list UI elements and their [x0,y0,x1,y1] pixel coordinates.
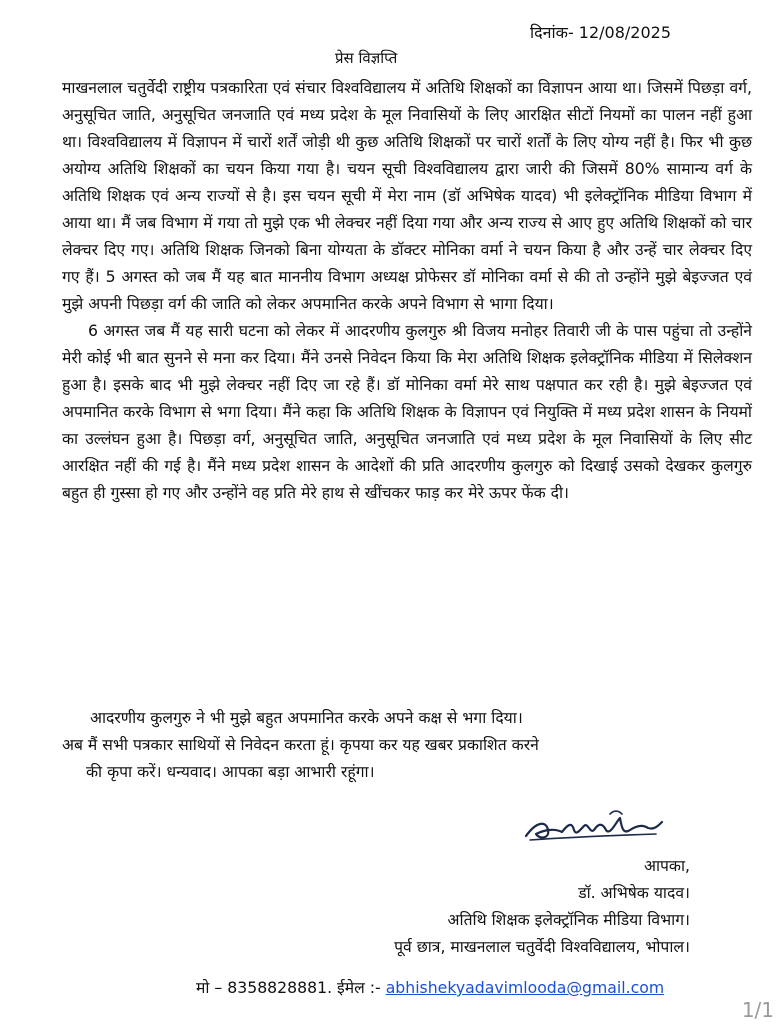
document-body [62,74,752,506]
closing-text [62,704,752,785]
press-release-heading: प्रेस विज्ञप्ति [335,49,398,67]
page-indicator: 1/1 [741,998,774,1022]
paragraph-2: 6 अगस्त जब मैं यह सारी घटना को लेकर में आदरणीय कुलगुरु श्री विजय मनोहर तिवारी जी के पास पहुंचा तो उन्होंने मेरी कोई भी बात सुनने से मना कर दिया। मैंने उनसे निवेदन किया कि मेरा अतिथि शिक्षक इलेक्ट्रॉनिक मीडिया में सिलेक्शन हुआ है। इसके बाद भी मुझे लेक्चर नहीं दिए जा रहे हैं। डॉ मोनिका वर्मा मेरे साथ पक्षपात कर रही है। मुझे बेइज्जत एवं अपमानित करके विभाग से भगा दिया। मैंने कहा कि अतिथि शिक्षक के विज्ञापन एवं नियुक्ति में मध्य प्रदेश शासन के नियमों का उल्लंघन हुआ है। पिछड़ा वर्ग, अनुसूचित जाति, अनुसूचित जनजाति एवं मध्य प्रदेश के मूल निवासियों के लिए सीट आरक्षित नहीं की गई है। मैंने मध्य प्रदेश शासन के आदेशों की प्रति आदरणीय कुलगुरु को दिखाई उसको देखकर कुलगुरु बहुत ही गुस्सा हो गए और उन्होंने वह प्रति मेरे हाथ से खींचकर फाड़ कर मेरे ऊपर फेंक दी। [62,321,752,502]
paragraph-1: माखनलाल चतुर्वेदी राष्ट्रीय पत्रकारिता एवं संचार विश्वविद्यालय में अतिथि शिक्षकों का विज्ञापन आया था। जिसमें पिछड़ा वर्ग, अनुसूचित जाति, अनुसूचित जनजाति एवं मध्य प्रदेश के मूल निवासियों के लिए आरक्षित सीटों नियमों का पालन नहीं हुआ था। विश्वविद्यालय में विज्ञापन में चारों शर्तें जोड़ी थी कुछ अतिथि शिक्षकों पर चारों शर्तों के लिए योग्य नहीं है। फिर भी कुछ अयोग्य अतिथि शिक्षकों का चयन किया गया है। चयन सूची विश्वविद्यालय द्वारा जारी की जिसमें 80% सामान्य वर्ग के अतिथि शिक्षक एवं अन्य राज्यों से है। इस चयन सूची में मेरा नाम (डॉ अभिषेक यादव) भी इलेक्ट्रॉनिक मीडिया विभाग में आया था। मैं जब विभाग में गया तो मुझे एक भी लेक्चर नहीं दिया गया और अन्य राज्य से आए हुए अतिथि शिक्षकों को चार लेक्चर दिए गए। अतिथि शिक्षक जिनको बिना योग्यता के डॉक्टर मोनिका वर्मा ने चयन किया है और उन्हें चार लेक्चर दिए गए हैं। 5 अगस्त को जब मैं यह बात माननीय विभाग अध्यक्ष प्रोफेसर डॉ मोनिका वर्मा से की तो उन्होंने मुझे बेइज्जत एवं मुझे अपनी पिछड़ा वर्ग की जाति को लेकर अपमानित करके अपने विभाग से भागा दिया। [62,78,752,313]
closing-line-3: की कृपा करें। धन्यवाद। आपका बड़ा आभारी रहूंगा। [86,762,375,781]
author-position: अतिथि शिक्षक इलेक्ट्रॉनिक मीडिया विभाग। [447,910,690,929]
signoff-greeting: आपका, [643,856,690,875]
signoff-block [394,852,690,960]
contact-line [196,977,664,999]
document-date: दिनांक- 12/08/2025 [530,23,672,42]
email-link[interactable]: abhishekyadavimlooda@gmail.com [385,978,665,997]
author-affiliation: पूर्व छात्र, माखनलाल चतुर्वेदी विश्वविद्यालय, भोपाल। [394,937,690,956]
closing-line-2: अब मैं सभी पत्रकार साथियों से निवेदन करता हूं। कृपया कर यह खबर प्रकाशित करने [62,735,539,754]
author-name: डॉ. अभिषेक यादव। [578,883,690,902]
handwritten-signature [518,800,668,850]
closing-line-1: आदरणीय कुलगुरु ने भी मुझे बहुत अपमानित करके अपने कक्ष से भगा दिया। [90,708,523,727]
phone-and-email-label: मो – 8358828881. ईमेल :- [196,978,386,997]
